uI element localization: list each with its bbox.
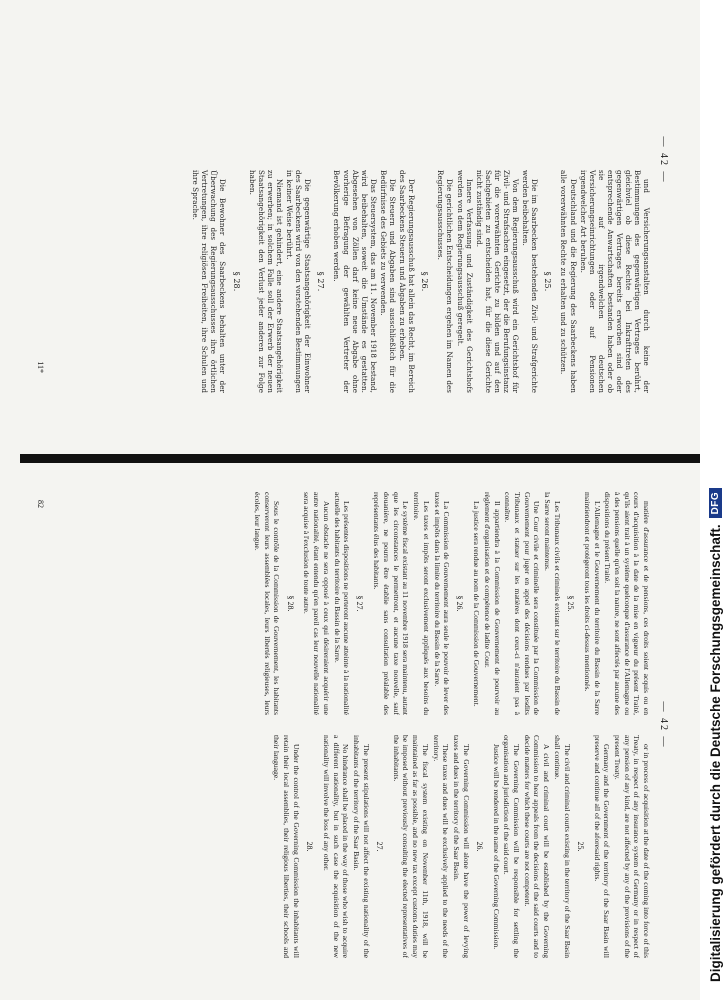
- paragraph: Les Tribunaux civils et criminels existant sur le territoire du Bassin de la Sarre seront maintenus.: [543, 492, 562, 715]
- paragraph: Les présentes dispositions ne porteront aucune atteinte à la nationalité actuelle des habitants du territoire du Bassin de la Sarre.: [332, 492, 352, 715]
- paragraph: Les taxes et impôts seront exclusivement appliqués aux besoins du territoire.: [412, 492, 431, 715]
- section-heading: 28.: [305, 841, 315, 852]
- dfg-logo: DFG: [709, 488, 722, 519]
- paragraph: Under the control of the Governing Commission the inhabitants will retain their local assemblies, their religious liberties, their schools and their language.: [272, 735, 301, 958]
- paragraph: matière d'assurance et de pensions, ces droits soient acquis ou en cours d'acquisition à la date de la mise en vigueur du présent Traité, qu'ils aient trait à un système quelconque d'assurance de l'Allemagne ou à des pensions quelle qu'en soit la nature, ne sont affectés par aucune des dispositions du présent Traité.: [603, 492, 652, 715]
- page-number-header: — 42 —: [658, 136, 669, 184]
- section-heading: 25.: [575, 841, 585, 852]
- paragraph: Le système fiscal existant au 11 novembre 1918 sera maintenu, autant que les circonstances le permettront, et aucune taxe nouvelle, sauf douanière, ne pourra être établie sans consultation préalable des représentants élus des habitants.: [372, 492, 411, 715]
- funding-statement: Digitalisierung gefördert durch die Deutsche Forschungsgemeinschaft.: [707, 524, 723, 982]
- paragraph: Justice will be rendered in the name of the Governing Commission.: [491, 744, 501, 950]
- paragraph: The fiscal system existing on November 11th, 1918, will be maintained as far as possible, and no new tax except customs duties may be imposed without previously consulting the elected representatives of the inhabitants.: [391, 735, 430, 958]
- paragraph: Germany and the Government of the territory of the Saar Basin will preserve and continue all of the aforesaid rights.: [592, 735, 612, 958]
- sheet-signature-star: 11*: [36, 361, 46, 373]
- paragraph: und Versicherungsanstalten durch keine der Bestimmungen des gegenwärtigen Vertrages berührt, gleichviel ob diese Rechte bei Inkrafttreten des gegenwärtigen Vertrages bereits erworben sind oder entsprechende Anwartschaften bestanden haben oder ob sie auf irgendwelchen deutschen Versicherungseinrichtungen oder auf Pensionen irgendwelcher Art beruhen.: [578, 170, 652, 393]
- paragraph: Die gegenwärtige Staatsangehörigkeit der Einwohner des Saarbeckens wird von den vorstehenden Bestimmungen in keiner Weise berührt.: [285, 170, 313, 393]
- paragraph: The civil and criminal courts existing in the territory of the Saar Basin shall continue.: [552, 735, 572, 958]
- section-heading: 26.: [474, 841, 484, 852]
- german-page: [29, 0, 669, 393]
- paragraph: No hindrance shall be placed in the way of those who wish to acquire a different nationality, but in such case the acquisition of the new nationality will involve the loss of any other.: [321, 735, 351, 958]
- section-heading: § 26.: [455, 595, 465, 612]
- english-column: [51, 735, 651, 958]
- paragraph: La justice sera rendue au nom de la Commission de Gouvernement.: [472, 501, 482, 707]
- section-heading: § 28.: [285, 595, 295, 612]
- paragraph: Die im Saarbecken bestehenden Zivil- und Strafgerichte werden beibehalten.: [521, 170, 540, 393]
- french-column: [51, 492, 651, 715]
- section-heading: 27.: [374, 841, 384, 852]
- paragraph: L'Allemagne et le Gouvernement du territoire du Bassin de la Sarre maintiendront et protégeront tous les droits ci-dessus mentionnés.: [582, 492, 602, 715]
- french-english-page: [29, 492, 669, 958]
- paragraph: Il appartiendra à la Commission de Gouvernement de pourvoir au règlement d'organisation et de compétence de ladite Cour.: [482, 492, 502, 715]
- paragraph: Aucun obstacle ne sera opposé à ceux qui désireraient acquérir une autre nationalité, étant entendu qu'en pareil cas leur nouvelle nationalité sera acquise à l'exclusion de toute autre.: [302, 492, 331, 715]
- paragraph: Niemand ist gehindert, eine andere Staatsangehörigkeit zu erwerben; in solchem Falle soll der Erwerb der neuen Staatsangehörigkeit den Verlust jeder anderen zur Folge haben.: [247, 170, 284, 393]
- paragraph: A civil and criminal court will be established by the Governing Commission to hear appeals from the decisions of the said courts and to decide matters for which these courts are not competent.: [522, 735, 552, 958]
- german-column: [51, 170, 651, 393]
- paragraph: or in process of acquisition at the date of the coming into force of this Treaty, in respect of any insurance system of Germany or in respect of any pension of any kind, are not affected by any of the provisions of the present Treaty.: [613, 735, 652, 958]
- paragraph: Von dem Regierungsausschuß wird ein Gerichtshof für Zivil- und Strafsachen eingesetzt, der die Berufungsinstanz für die vorerwähnten Gerichte zu bilden und auf den Sachgebieten zu entscheiden hat, für die diese Gerichte nicht zuständig sind.: [474, 170, 521, 393]
- paragraph: The present stipulations will not affect the existing nationality of the inhabitants of the territory of the Saar Basin.: [351, 735, 371, 958]
- bilingual-columns: [51, 492, 651, 958]
- section-heading: § 27.: [316, 271, 326, 292]
- german-column-empty: [51, 0, 651, 150]
- german-columns: [51, 0, 651, 393]
- section-heading: § 26.: [420, 271, 430, 292]
- paragraph: Innere Verfassung und Zuständigkeit des Gerichtshofs werden von dem Regierungsausschuß geregelt.: [455, 170, 474, 393]
- funding-footer-text-row: [704, 12, 726, 982]
- page-number-header: — 42 —: [658, 701, 669, 749]
- section-heading: § 25.: [543, 271, 553, 292]
- funding-footer: [700, 0, 727, 1000]
- paragraph: Der Regierungsausschuß hat allein das Recht, im Bereich des Saarbeckens Steuern und Abgaben zu erheben.: [398, 170, 417, 393]
- paragraph: Die gerichtlichen Entscheidungen ergehen im Namen des Regierungsausschusses.: [436, 170, 455, 393]
- paragraph: Das Steuersystem, das am 11. November 1918 bestand, wird beibehalten, soweit die Umstände es gestatten. Abgesehen von Zöllen darf keine neue Abgabe ohne vorherige Befragung der gewählten Vertreter der Bevölkerung erhoben werden.: [332, 170, 378, 393]
- paragraph: Une Cour civile et criminelle sera constituée par la Commission de Gouvernement pour juger en appel des décisions rendues par lesdits Tribunaux et statuer sur les matières dont ceux-ci n'auraient pas à connaître.: [503, 492, 542, 715]
- section-heading: § 25.: [566, 595, 576, 612]
- section-heading: § 28.: [231, 271, 241, 292]
- sheet-signature: 82: [36, 500, 46, 508]
- paragraph: Die Steuern und Abgaben sind ausschließlich für die Bedürfnisse des Gebiets zu verwenden.: [378, 170, 397, 393]
- paragraph: Deutschland und die Regierung des Saarbeckens haben alle vorerwähnten Rechte zu erhalten und zu schützen.: [559, 170, 578, 393]
- paragraph: Die Bewohner des Saarbeckens behalten unter der Überwachung des Regierungsausschusses ihre örtlichen Vertretungen, ihre religiösen Freiheiten, ihre Schulen und ihre Sprache.: [191, 170, 228, 393]
- paragraph: The Governing Commission will be responsible for settling the organisation and jurisdiction of the said court.: [502, 735, 522, 958]
- paragraph: La Commission de Gouvernement aura seule le pouvoir de lever des taxes et impôts dans la limite du territoire du Bassin de la Sarre.: [432, 492, 452, 715]
- paragraph: Sous le contrôle de la Commission de Gouvernement, les habitants conserveront leurs assemblées locales, leurs libertés religieuses, leurs écoles, leur langue.: [252, 492, 282, 715]
- paragraph: The Governing Commission will alone have the power of levying taxes and dues in the territory of the Saar Basin.: [451, 735, 471, 958]
- page-gutter-divider: [20, 454, 700, 463]
- section-heading: § 27.: [355, 595, 365, 612]
- paragraph: These taxes and dues will be exclusively applied to the needs of the territory.: [431, 735, 451, 958]
